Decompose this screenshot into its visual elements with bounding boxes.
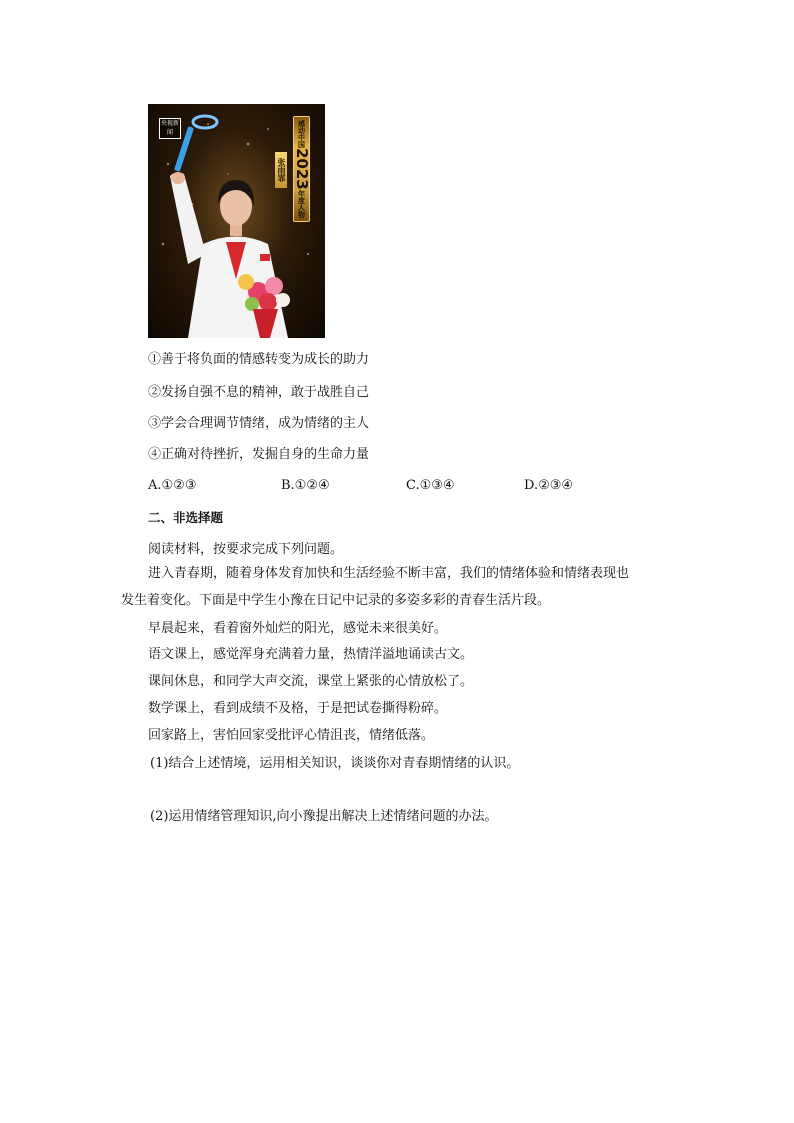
statement-2: ②发扬自强不息的精神，敢于战胜自己 bbox=[148, 385, 370, 400]
material-paragraph-line-1: 进入青春期，随着身体发育加快和生活经验不断丰富，我们的情绪体验和情绪表现也 bbox=[148, 566, 630, 581]
award-banner-top: 感动中国 bbox=[297, 120, 306, 149]
award-banner-year: 2023 bbox=[293, 148, 311, 190]
statement-4: ④正确对待挫折，发掘自身的生命力量 bbox=[148, 447, 370, 462]
diary-entry-1: 早晨起来，看着窗外灿烂的阳光，感觉未来很美好。 bbox=[148, 621, 448, 636]
material-intro: 阅读材料，按要求完成下列问题。 bbox=[148, 542, 344, 557]
question-1: (1)结合上述情境，运用相关知识，谈谈你对青春期情绪的认识。 bbox=[150, 756, 520, 771]
option-b: B.①②④ bbox=[281, 478, 330, 493]
material-paragraph-line-2: 发生着变化。下面是中学生小豫在日记中记录的多姿多彩的青春生活片段。 bbox=[121, 593, 551, 608]
option-d: D.②③④ bbox=[524, 478, 574, 493]
award-banner-bottom: 年度人物 bbox=[297, 189, 306, 218]
statement-1: ①善于将负面的情感转变为成长的助力 bbox=[148, 352, 370, 367]
option-a: A.①②③ bbox=[148, 478, 197, 493]
answer-options bbox=[148, 478, 608, 496]
diary-entry-2: 语文课上，感觉浑身充满着力量，热情洋溢地诵读古文。 bbox=[148, 647, 474, 662]
question-2: (2)运用情绪管理知识,向小豫提出解决上述情绪问题的办法。 bbox=[150, 809, 498, 824]
athlete-photo bbox=[148, 104, 325, 338]
diary-entry-4: 数学课上，看到成绩不及格，于是把试卷撕得粉碎。 bbox=[148, 701, 448, 716]
option-c: C.①③④ bbox=[406, 478, 455, 493]
award-banner bbox=[293, 116, 310, 222]
diary-entry-5: 回家路上，害怕回家受批评心情沮丧，情绪低落。 bbox=[148, 728, 435, 743]
diary-entry-3: 课间休息，和同学大声交流，课堂上紧张的心情放松了。 bbox=[148, 674, 474, 689]
section-heading: 二、非选择题 bbox=[148, 510, 224, 525]
news-badge: 央视新闻 bbox=[159, 118, 181, 139]
name-tag: 张雨霏 bbox=[275, 152, 287, 188]
statement-3: ③学会合理调节情绪，成为情绪的主人 bbox=[148, 416, 370, 431]
